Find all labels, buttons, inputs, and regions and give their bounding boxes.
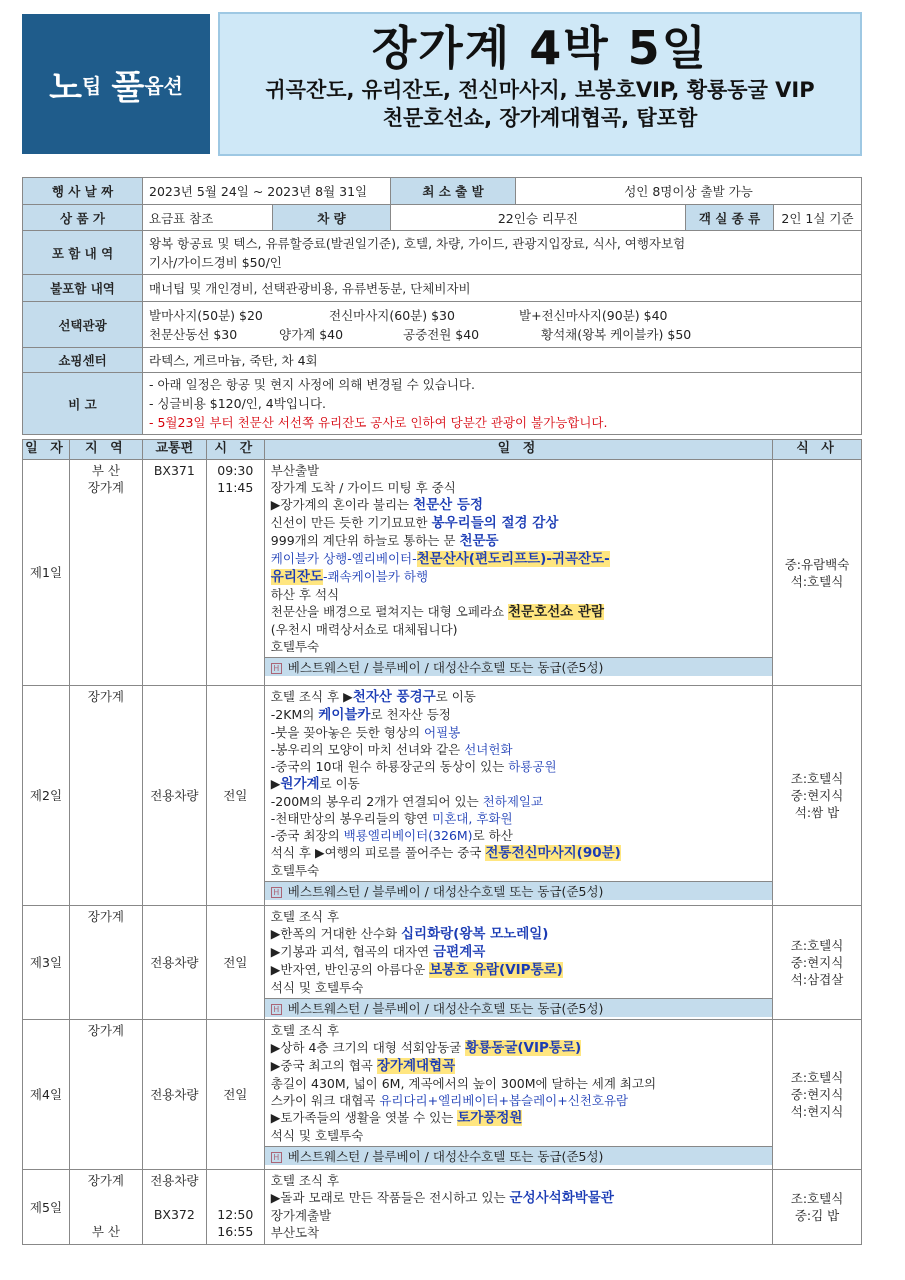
- schedule-text: -2KM의: [270, 707, 319, 722]
- meal-item: 석:현지식: [790, 1104, 844, 1119]
- region-name: 부 산: [91, 463, 120, 478]
- schedule-line: [271, 514, 766, 532]
- shop-value: 라텍스, 게르마늄, 죽탄, 차 4회: [143, 348, 862, 373]
- schedule-text: 호텔 조식 후 ▶: [270, 689, 353, 704]
- hotel-text: 베스트웨스턴 / 블루베이 / 대성산수호텔 또는 동급(준5성): [287, 884, 604, 899]
- title-subtitle-2: 천문호선쇼, 장가계대협곡, 탑포함: [382, 106, 698, 130]
- time-cell: 전일: [206, 686, 264, 906]
- schedule-text: ▶장가계의 혼이라 불리는: [270, 497, 414, 512]
- time-value: 09:30: [217, 463, 254, 478]
- meal-item: 중:김 밥: [794, 1208, 840, 1223]
- hotel-icon: H: [271, 663, 282, 674]
- transport-value: 전용차량: [150, 1173, 199, 1188]
- schedule-line: [271, 925, 766, 943]
- meal-item: 조:호텔식: [790, 938, 844, 953]
- schedule-line: 석식 및 호텔투숙: [270, 1128, 364, 1143]
- meal-cell: [773, 1020, 862, 1170]
- schedule-highlight: 천문동: [459, 533, 499, 549]
- hotel-text: 베스트웨스턴 / 블루베이 / 대성산수호텔 또는 동급(준5성): [287, 660, 604, 675]
- transport-cell: 전용차량: [142, 686, 206, 906]
- schedule-highlight: 천문산사(편도리프트)-귀곡잔도-: [416, 551, 610, 567]
- meal-item: 중:현지식: [790, 1087, 844, 1102]
- schedule-cell: [264, 460, 772, 686]
- schedule-line: [271, 758, 766, 775]
- itinerary-table: [22, 439, 862, 1245]
- schedule-line: 부산출발: [270, 463, 320, 478]
- schedule-highlight: 천문호선쇼 관람: [508, 604, 605, 620]
- shop-label: 쇼핑센터: [23, 348, 143, 373]
- schedule-line: 호텔투숙: [270, 639, 320, 654]
- schedule-line: 호텔 조식 후: [270, 909, 340, 924]
- incl-line1: 왕복 항공료 및 텍스, 유류할증료(발권일기준), 호텔, 차량, 가이드, 관광지입장료, 식사, 여행자보험: [149, 235, 686, 251]
- schedule-highlight: 하룡공원: [508, 759, 557, 774]
- schedule-line: [271, 568, 766, 586]
- schedule-highlight: 황룡동굴(VIP통로): [465, 1040, 582, 1056]
- brand-logo: [22, 14, 210, 154]
- schedule-text: -쾌속케이블카 하행: [322, 569, 429, 584]
- meal-item: 석:호텔식: [790, 573, 844, 589]
- option-item: 천문산동선 $30: [149, 326, 238, 342]
- incl-label: 포 함 내 역: [23, 231, 143, 275]
- schedule-highlight: 어필봉: [424, 725, 461, 740]
- brand-part2: 팁: [82, 73, 102, 98]
- incl-value: [143, 231, 862, 275]
- itinerary-header-row: [23, 440, 862, 460]
- room-value: 2인 1실 기준: [774, 205, 862, 231]
- transport-cell: 전용차량: [142, 906, 206, 1020]
- schedule-line: [271, 1092, 766, 1109]
- day-label: 제1일: [23, 460, 70, 686]
- hotel-icon: H: [271, 887, 282, 898]
- schedule-line: [271, 496, 766, 514]
- schedule-text: ▶반자연, 반인공의 아름다운: [270, 962, 430, 977]
- option-item: 양가계 $40: [279, 326, 344, 342]
- schedule-text: 석식 후 ▶여행의 피로를 풀어주는 중국: [270, 845, 486, 860]
- schedule-highlight: 장가계대협곡: [376, 1058, 456, 1074]
- schedule-line: [271, 724, 766, 741]
- schedule-text: -봉우리의 모양이 마치 선녀와 같은: [270, 742, 465, 757]
- schedule-line: 장가계 도착 / 가이드 미팅 후 중식: [270, 480, 456, 495]
- schedule-highlight: 원가계: [280, 776, 320, 792]
- vehicle-value: 22인승 리무진: [391, 205, 686, 231]
- schedule-line: 장가계출발: [270, 1208, 332, 1223]
- period-value: 2023년 5월 24일 ~ 2023년 8월 31일: [143, 178, 391, 205]
- meal-item: 조:호텔식: [790, 1070, 844, 1085]
- meal-cell: [773, 1170, 862, 1245]
- schedule-text: 로 천자산 등정: [370, 707, 451, 722]
- region-name: 부 산: [91, 1224, 120, 1239]
- incl-line2: 기사/가이드경비 $50/인: [149, 254, 282, 270]
- day-label: 제3일: [23, 906, 70, 1020]
- meal-cell: [773, 686, 862, 906]
- schedule-highlight: 보봉호 유람(VIP통로): [429, 962, 563, 978]
- excl-value: 매너팁 및 개인경비, 선택관광비용, 유류변동분, 단체비자비: [143, 275, 862, 302]
- schedule-text: 스카이 워크 대협곡: [270, 1093, 380, 1108]
- room-label: 객 실 종 류: [686, 205, 774, 231]
- schedule-cell: [264, 1170, 772, 1245]
- time-cell: [206, 460, 264, 686]
- time-value: 11:45: [217, 480, 254, 495]
- transport-cell: BX371: [142, 460, 206, 686]
- time-cell: [206, 1170, 264, 1245]
- schedule-text: ▶: [270, 776, 281, 791]
- schedule-text: ▶중국 최고의 협곡: [270, 1058, 377, 1073]
- schedule-line: [271, 775, 766, 793]
- schedule-text: -천태만상의 봉우리들의 향연: [270, 811, 433, 826]
- schedule-highlight: 토가풍정원: [457, 1110, 523, 1126]
- schedule-text: 천문산을 배경으로 펼쳐지는 대형 오페라쇼: [270, 604, 509, 619]
- transport-value: BX372: [153, 1207, 195, 1222]
- schedule-highlight: 유리다리+엘리베이터+봅슬레이+신천호유람: [379, 1093, 629, 1108]
- hotel-icon: H: [271, 1152, 282, 1163]
- schedule-highlight: 봉우리들의 절경 감상: [431, 515, 559, 531]
- schedule-line: [271, 1057, 766, 1075]
- option-item: 발+전신마사지(90분) $40: [519, 307, 668, 323]
- schedule-text: -200M의 봉우리 2개가 연결되어 있는: [270, 794, 483, 809]
- schedule-line: [271, 844, 766, 862]
- note-label: 비 고: [23, 373, 143, 435]
- schedule-highlight: 천하제일교: [482, 794, 544, 809]
- vehicle-label: 차 량: [273, 205, 391, 231]
- min-label: 최 소 출 발: [391, 178, 516, 205]
- col-header-time: 시 간: [206, 440, 264, 460]
- schedule-line: 하산 후 석식: [270, 587, 340, 602]
- day-label: 제2일: [23, 686, 70, 906]
- schedule-highlight: 케이블카: [318, 707, 371, 723]
- note-list: [143, 373, 862, 435]
- time-value: 16:55: [217, 1224, 254, 1239]
- schedule-cell: [264, 906, 772, 1020]
- schedule-line: 총길이 430M, 넓이 6M, 계곡에서의 높이 300M에 달하는 세계 최고의: [270, 1076, 657, 1091]
- price-value: 요금표 참조: [143, 205, 273, 231]
- brand-part4: 옵션: [144, 73, 183, 98]
- schedule-text: 로 이동: [435, 689, 476, 704]
- col-header-meal: 식 사: [773, 440, 862, 460]
- title-box: [218, 12, 862, 156]
- option-label: 선택관광: [23, 302, 143, 348]
- meal-item: 중:현지식: [790, 788, 844, 803]
- itinerary-row-day4: [23, 1020, 862, 1170]
- schedule-text: ▶상하 4층 크기의 대형 석회암동굴: [270, 1040, 466, 1055]
- schedule-highlight: 금편계곡: [433, 944, 486, 960]
- option-item: 공중전원 $40: [403, 326, 480, 342]
- price-label: 상 품 가: [23, 205, 143, 231]
- min-value: 성인 8명이상 출발 가능: [516, 178, 862, 205]
- option-item: 발마사지(50분) $20: [149, 307, 263, 323]
- time-cell: 전일: [206, 906, 264, 1020]
- itinerary-row-day1: [23, 460, 862, 686]
- schedule-line: 호텔투숙: [270, 863, 320, 878]
- time-cell: 전일: [206, 1020, 264, 1170]
- meal-item: 석:쌈 밥: [794, 805, 840, 820]
- hotel-bar: [265, 998, 772, 1017]
- schedule-highlight: 선녀헌화: [464, 742, 513, 757]
- schedule-line: [271, 827, 766, 844]
- day-label: 제4일: [23, 1020, 70, 1170]
- schedule-line: 부산도착: [270, 1225, 320, 1240]
- day-label: 제5일: [23, 1170, 70, 1245]
- schedule-cell: [264, 686, 772, 906]
- hotel-text: 베스트웨스턴 / 블루베이 / 대성산수호텔 또는 동급(준5성): [287, 1001, 604, 1016]
- meal-item: 석:삼겹살: [790, 972, 844, 987]
- hotel-bar: [265, 1146, 772, 1165]
- schedule-line: [271, 603, 766, 621]
- schedule-text: 신선이 만든 듯한 기기묘묘한: [270, 515, 432, 530]
- schedule-text: -중국 최장의: [270, 828, 344, 843]
- period-label: 행 사 날 짜: [23, 178, 143, 205]
- meal-cell: [773, 906, 862, 1020]
- hotel-icon: H: [271, 1004, 282, 1015]
- schedule-line: [271, 741, 766, 758]
- brand-part3: 풀: [111, 67, 145, 108]
- schedule-line: [271, 688, 766, 706]
- schedule-highlight: 천자산 풍경구: [352, 689, 436, 705]
- note-item-warning: - 5월23일 부터 천문산 서선쪽 유리잔도 공사로 인하여 당분간 관광이 불가능합니다.: [149, 415, 608, 430]
- transport-cell: [142, 1170, 206, 1245]
- schedule-line: 호텔 조식 후: [270, 1023, 340, 1038]
- excl-label: 불포함 내역: [23, 275, 143, 302]
- schedule-text: 999개의 계단위 하늘로 통하는 문: [270, 533, 460, 548]
- meal-item: 조:호텔식: [790, 771, 844, 786]
- meal-item: 중:유람백숙: [784, 556, 850, 572]
- region-name: 장가계: [69, 1020, 142, 1170]
- col-header-schedule: 일 정: [264, 440, 772, 460]
- schedule-line: 석식 및 호텔투숙: [270, 980, 364, 995]
- schedule-text: -붓을 꽂아놓은 듯한 형상의: [270, 725, 425, 740]
- schedule-highlight: 전통전신마사지(90분): [485, 845, 621, 861]
- schedule-highlight: 백룡엘리베이터(326M): [343, 828, 473, 843]
- schedule-text: 로 하산: [472, 828, 513, 843]
- region-name: 장가계: [69, 686, 142, 906]
- schedule-line: [271, 793, 766, 810]
- schedule-text: 케이블카 상행-엘리베이터-: [270, 551, 417, 566]
- schedule-highlight: 군성사석화박물관: [509, 1190, 614, 1206]
- page-title: 장가계 4박 5일: [371, 21, 709, 75]
- schedule-text: ▶토가족들의 생활을 엿볼 수 있는: [270, 1110, 458, 1125]
- schedule-line: [271, 550, 766, 568]
- time-value: 12:50: [217, 1207, 254, 1222]
- schedule-highlight: 유리잔도: [270, 569, 323, 585]
- option-item: 전신마사지(60분) $30: [329, 307, 455, 323]
- schedule-line: [271, 1189, 766, 1207]
- transport-cell: 전용차량: [142, 1020, 206, 1170]
- schedule-line: [271, 532, 766, 550]
- meal-cell: [773, 460, 862, 686]
- schedule-text: ▶기봉과 괴석, 협곡의 대자연: [270, 944, 434, 959]
- schedule-cell: [264, 1020, 772, 1170]
- meal-item: 조:호텔식: [790, 1191, 844, 1206]
- itinerary-row-day2: [23, 686, 862, 906]
- region-name: 장가계: [87, 480, 125, 495]
- note-item: - 아래 일정은 항공 및 현지 사정에 의해 변경될 수 있습니다.: [149, 377, 475, 392]
- meal-item: 중:현지식: [790, 955, 844, 970]
- itinerary-row-day3: [23, 906, 862, 1020]
- note-item: - 싱글비용 $120/인, 4박입니다.: [149, 396, 327, 411]
- schedule-line: [271, 961, 766, 979]
- region-name: 장가계: [69, 906, 142, 1020]
- schedule-text: -중국의 10대 원수 하룡장군의 동상이 있는: [270, 759, 509, 774]
- schedule-text: 로 이동: [319, 776, 360, 791]
- col-header-transport: 교통편: [142, 440, 206, 460]
- region-name: 장가계: [87, 1173, 125, 1188]
- schedule-line: 호텔 조식 후: [270, 1173, 340, 1188]
- option-item: 황석채(왕복 케이블카) $50: [541, 326, 692, 342]
- col-header-region: 지 역: [69, 440, 142, 460]
- schedule-highlight: 천문산 등정: [413, 497, 483, 513]
- info-table: [22, 177, 862, 435]
- schedule-line: [271, 1109, 766, 1127]
- schedule-line: [271, 943, 766, 961]
- schedule-line: [271, 810, 766, 827]
- schedule-line: [271, 706, 766, 724]
- schedule-line: [271, 1039, 766, 1057]
- schedule-highlight: 미혼대, 후화원: [432, 811, 513, 826]
- region-cell: [69, 1170, 142, 1245]
- schedule-line: (우천시 매력상서쇼로 대체됩니다): [270, 622, 458, 637]
- brand-part1: 노: [49, 67, 83, 108]
- schedule-highlight: 십리화랑(왕복 모노레일): [401, 926, 549, 942]
- hotel-bar: [265, 657, 772, 676]
- hotel-text: 베스트웨스턴 / 블루베이 / 대성산수호텔 또는 동급(준5성): [287, 1149, 604, 1164]
- col-header-date: 일 자: [23, 440, 70, 460]
- option-list: [143, 302, 862, 348]
- title-subtitle-1: 귀곡잔도, 유리잔도, 전신마사지, 보봉호VIP, 황룡동굴 VIP: [265, 78, 815, 102]
- region-cell: [69, 460, 142, 686]
- hotel-bar: [265, 881, 772, 900]
- itinerary-row-day5: [23, 1170, 862, 1245]
- schedule-text: ▶돌과 모래로 만든 작품들은 전시하고 있는: [270, 1190, 510, 1205]
- schedule-text: ▶한폭의 거대한 산수화: [270, 926, 402, 941]
